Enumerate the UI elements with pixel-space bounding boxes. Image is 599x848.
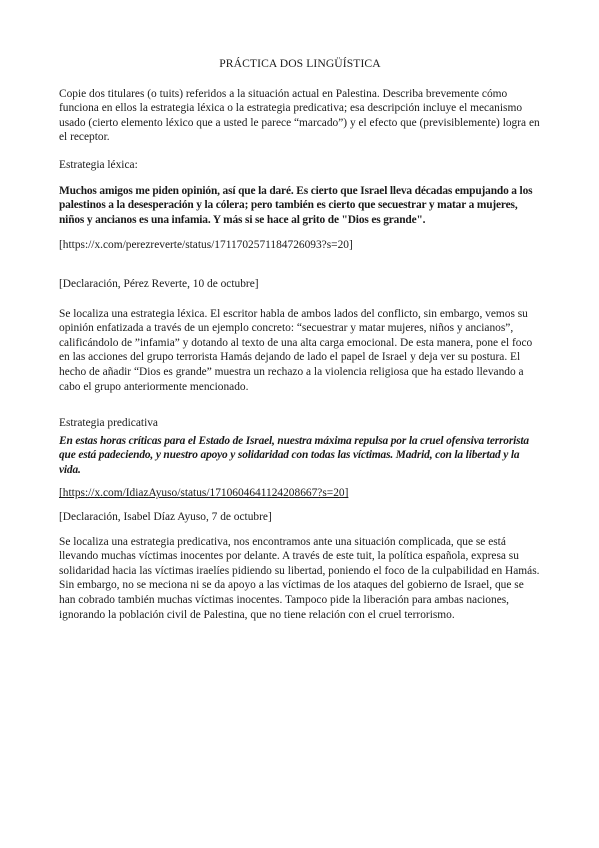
document-body (59, 57, 541, 622)
quote-perez-reverte: Muchos amigos me piden opinión, así que la daré. Es cierto que Israel lleva décadas empujando a los palestinos a la desesperación y la cólera; pero también es cierto que secuestrar y matar a mujeres, niños y ancianos es una infamia. Y más si se hace al grito de "Dios es grande". (59, 184, 533, 226)
source-citation-diaz-ayuso: [Declaración, Isabel Díaz Ayuso, 7 de octubre] (59, 511, 272, 524)
instructions-paragraph: Copie dos titulares (o tuits) referidos a la situación actual en Palestina. Describa brevemente cómo funciona en ellos la estrategia léxica o la estrategia predicativa; esa descripción incluye el mecanismo usado (cierto elemento léxico que a usted le parece “marcado”) y el efecto que (previsiblemente) logra en el receptor. (59, 87, 540, 144)
source-citation-perez-reverte: [Declaración, Pérez Reverte, 10 de octubre] (59, 277, 259, 290)
source-link-perez-reverte[interactable]: [https://x.com/perezreverte/status/1711702571184726093?s=20] (59, 239, 353, 252)
analysis-lexical: Se localiza una estrategia léxica. El escritor habla de ambos lados del conflicto, sin embargo, vemos su opinión enfatizada a través de un ejemplo concreto: “secuestrar y matar mujeres, niños y ancianos”, calificándolo de ”infamia” y dotando al texto de una alta carga emocional. De esta manera, pone el foco en las acciones del grupo terrorista Hamás dejando de lado el papel de Israel y deja ver su postura. El hecho de añadir “Dios es grande” muestra un rechazo a la violencia religiosa que ha estado llevando a cabo el grupo anteriormente mencionado. (59, 307, 533, 393)
analysis-predicative: Se localiza una estrategia predicativa, nos encontramos ante una situación complicada, que se está llevando muchas víctimas inocentes por delante. A través de este tuit, la política española, expresa su solidaridad hacia las víctimas iraelíes pidiendo su libertad, poniendo el foco de la culpabilidad en Hamás. Sin embargo, no se meciona ni se da apoyo a las víctimas de los ataques del gobierno de Israel, que se han cobrado también muchas víctimas inocentes. Tampoco pide la liberación para ambas naciones, ignorando la población civil de Palestina, que no tiene relación con el cruel terrorismo. (59, 535, 540, 621)
quote-diaz-ayuso: En estas horas críticas para el Estado de Israel, nuestra máxima repulsa por la cruel ofensiva terrorista que está padeciendo, y nuestro apoyo y solidaridad con todas las víctimas. Madrid, con la libertad y la vida. (59, 434, 529, 476)
document-title: PRÁCTICA DOS LINGÜÍSTICA (219, 57, 381, 70)
section-label-lexical: Estrategia léxica: (59, 158, 138, 171)
source-link-diaz-ayuso[interactable]: [https://x.com/IdiazAyuso/status/1710604641124208667?s=20] (59, 487, 349, 500)
section-label-predicative: Estrategia predicativa (59, 417, 158, 430)
